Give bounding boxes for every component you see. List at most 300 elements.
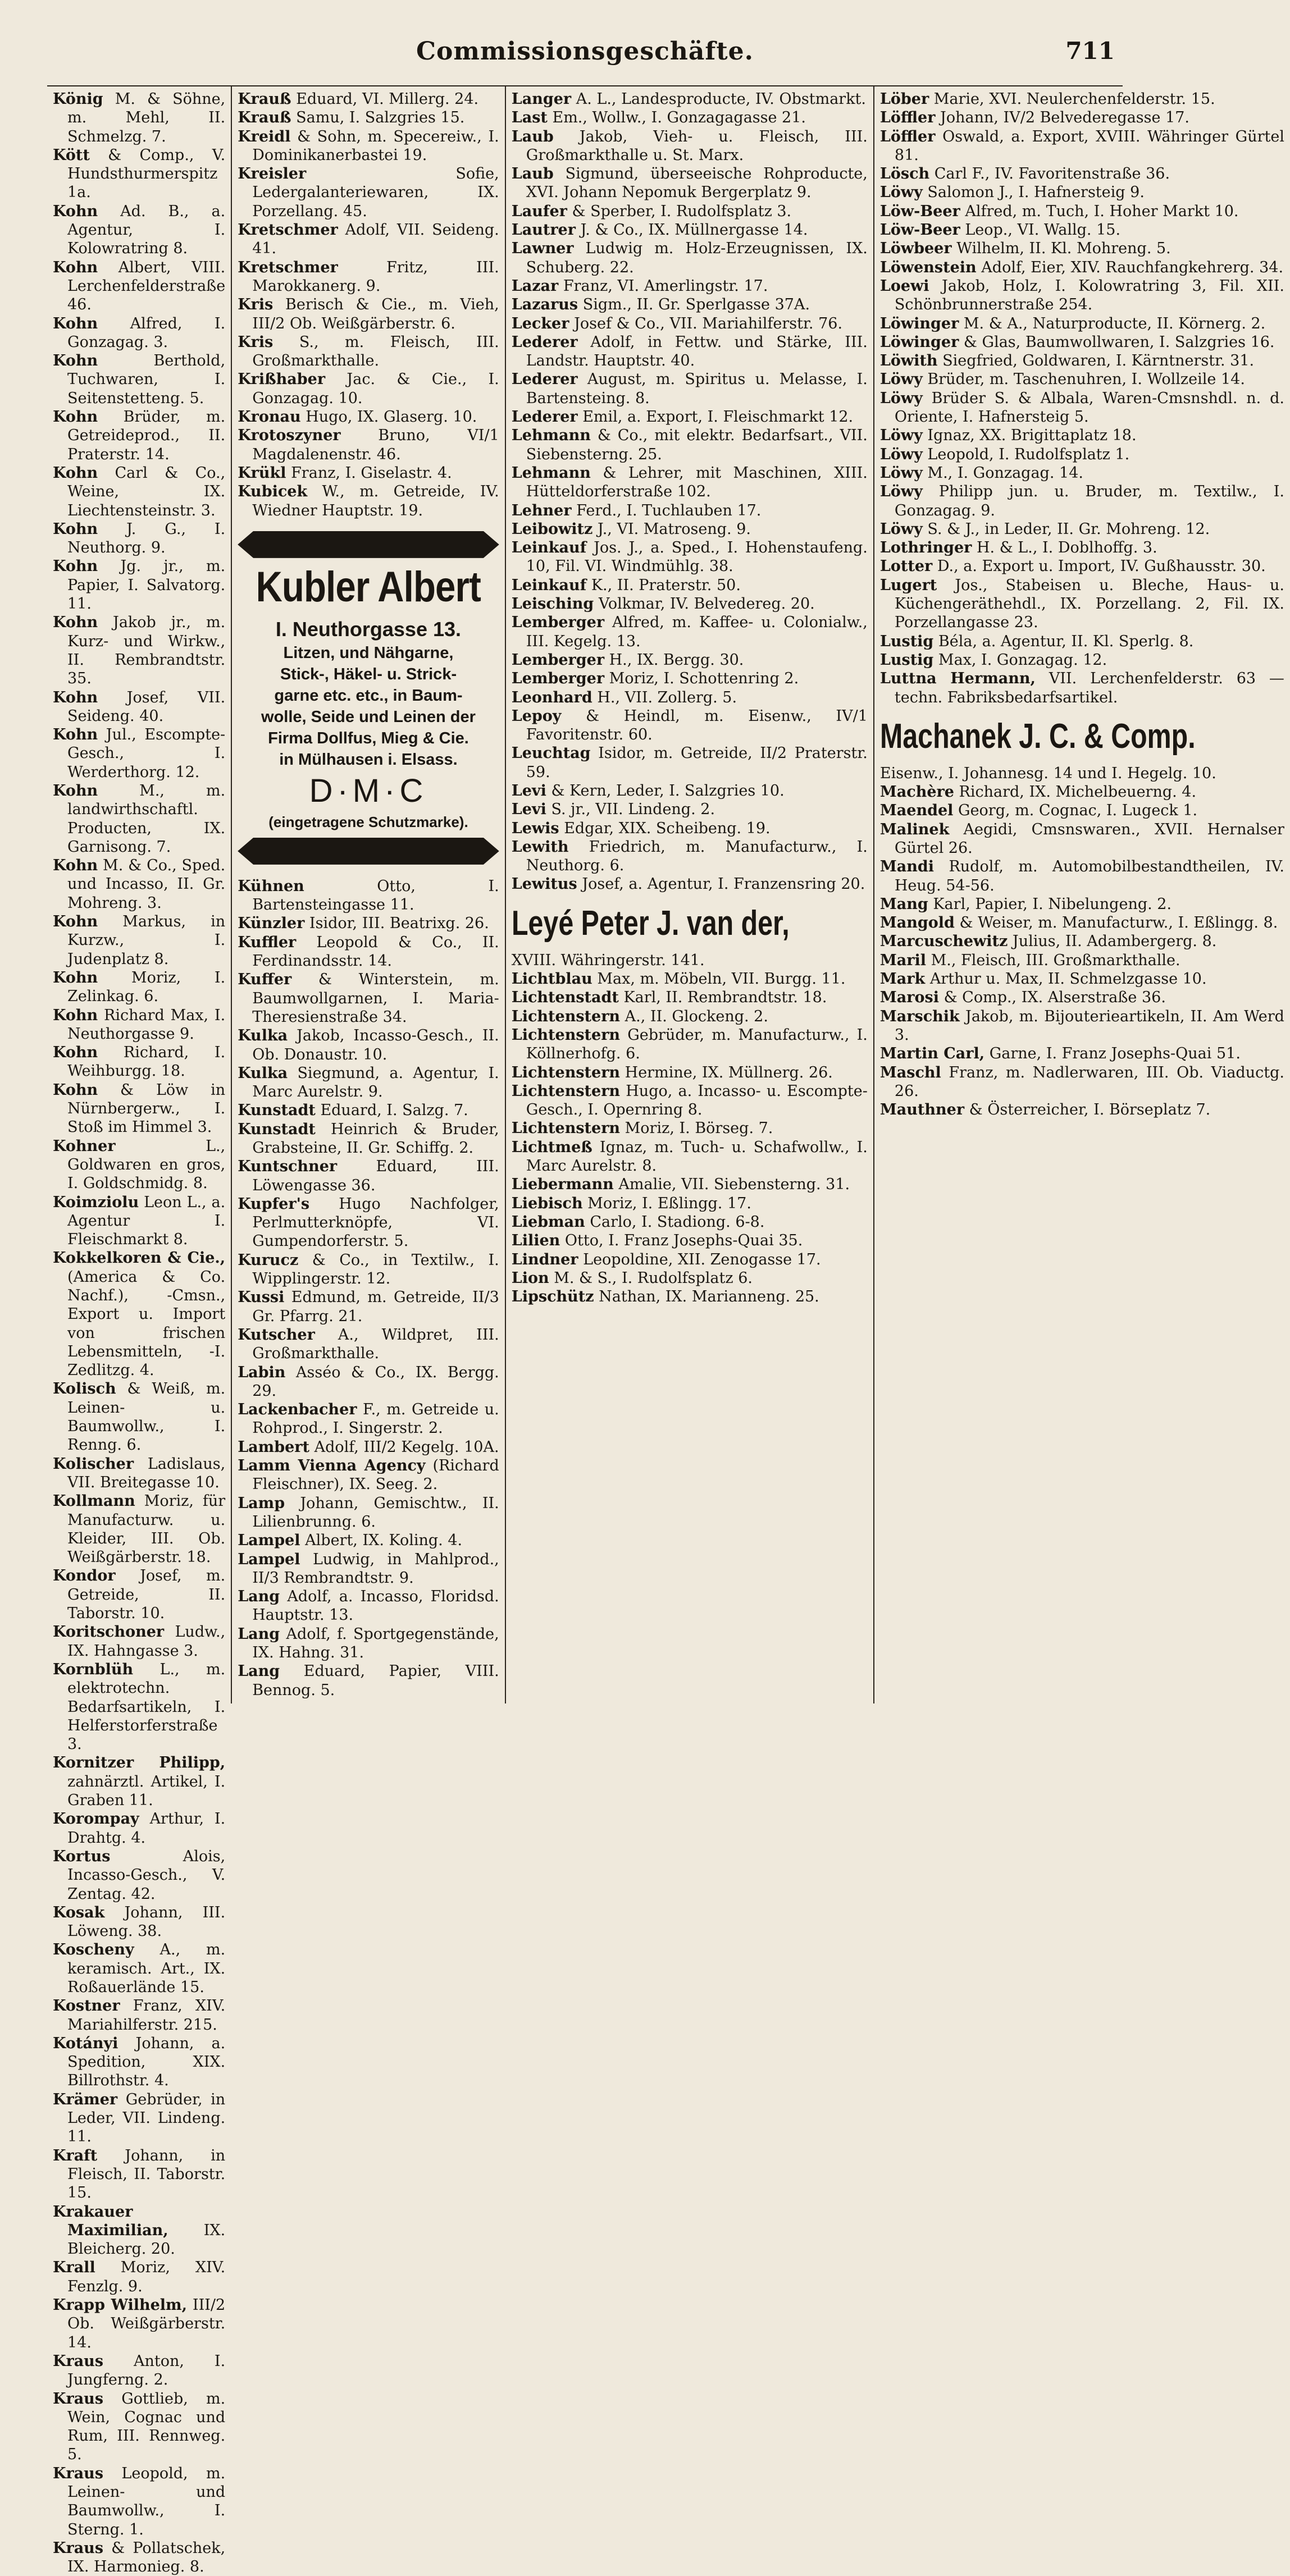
entry-name: Lamp [238, 1494, 285, 1512]
entry-name: Levi [511, 782, 546, 800]
directory-entry [512, 595, 868, 613]
directory-entry [238, 933, 499, 971]
directory-entry [880, 165, 1284, 183]
entry-details: Moriz, für Manufacturw. u. Kleider, III. Ob. Weißgärberstr. 18. [67, 1492, 226, 1566]
directory-entry [512, 838, 868, 875]
directory-entry [880, 108, 1284, 127]
directory-entry [880, 127, 1284, 165]
entry-name: Kohner [53, 1137, 116, 1155]
directory-entry [512, 988, 868, 1007]
directory-entry [512, 501, 868, 520]
ad-kubler-name: Kubler Albert [256, 563, 481, 611]
entry-details: Ferd., I. Tuchlauben 17. [576, 501, 762, 519]
entry-details: Fritz, III. Marokkanerg. 9. [252, 258, 499, 295]
entry-name: Liebman [511, 1213, 585, 1231]
entry-details: M., I. Gonzagag. 14. [927, 464, 1083, 482]
entry-name: Kussi [238, 1289, 285, 1307]
entry-details: Max, I. Gonzagag. 12. [938, 651, 1107, 669]
entry-details: & Lehrer, mit Maschinen, XIII. Hütteldorferstraße 102. [526, 464, 868, 501]
entry-name: Künzler [238, 915, 305, 933]
directory-entry [512, 538, 868, 576]
entry-name: Leisching [511, 595, 594, 613]
entry-name: Kuffer [238, 971, 292, 989]
entry-name: Kohn [53, 258, 98, 276]
entry-name: Kunstadt [238, 1120, 316, 1138]
entry-details: Jg. jr., m. Papier, I. Salvatorg. 11. [67, 558, 226, 613]
directory-entry [880, 333, 1284, 351]
directory-entry [880, 183, 1284, 202]
directory-entry [512, 239, 868, 277]
column-2 [232, 86, 506, 1703]
entry-details: Samu, I. Salzgries 15. [296, 109, 465, 127]
entry-details: Gebrüder, in Leder, VII. Lindeng. 11. [67, 2090, 226, 2146]
entry-details: J. & Co., IX. Müllnergasse 14. [580, 221, 808, 239]
directory-entry [53, 2539, 225, 2576]
entry-details: & Weiser, m. Manufacturw., I. Eßlingg. 8. [959, 914, 1278, 932]
entry-name: Kuntschner [238, 1158, 338, 1176]
entry-details: Carl F., IV. Favoritenstraße 36. [934, 165, 1170, 183]
directory-entry [238, 1625, 499, 1662]
entry-name: Kohn [53, 408, 98, 426]
entry-details: H., IX. Bergg. 30. [609, 651, 744, 669]
entry-name: Kortus [53, 1847, 111, 1865]
entry-name: Lampel [238, 1532, 300, 1550]
directory-entry [53, 202, 225, 258]
directory-entry [238, 1363, 499, 1401]
ad-bottom-bar [238, 838, 499, 865]
directory-entry [53, 1081, 225, 1137]
directory-entry [512, 520, 868, 538]
entry-name: Lambert [238, 1438, 309, 1456]
entry-details: & Co., in Textilw., I. Wipplingerstr. 12. [252, 1251, 499, 1288]
entry-details: Josef & Co., VII. Mariahilferstr. 76. [574, 314, 843, 332]
entry-name: Löwy [879, 464, 923, 482]
entry-name: Löw-Beer [879, 221, 960, 239]
entry-details: Josef, VII. Seideng. 40. [67, 688, 226, 725]
ad-kubler-line: wolle, Seide und Leinen der [261, 707, 476, 726]
directory-entry [512, 90, 868, 108]
entry-name: Kohn [53, 1044, 98, 1062]
directory-entry [238, 970, 499, 1026]
entry-name: Lichtblau [511, 970, 592, 988]
directory-entry [238, 1494, 499, 1532]
entry-details: Isidor, III. Beatrixg. 26. [309, 915, 489, 933]
directory-entry [238, 1326, 499, 1363]
directory-entry [880, 538, 1284, 557]
entry-name: Löwy [879, 389, 923, 407]
page-number: 711 [1065, 37, 1115, 65]
entry-name: Kohn [53, 857, 98, 875]
entry-name: Labin [238, 1363, 286, 1381]
entry-details: Emil, a. Export, I. Fleischmarkt 12. [582, 408, 854, 426]
entry-details: Wilhelm, II. Kl. Mohreng. 5. [956, 240, 1171, 258]
entry-details: H. & L., I. Doblhoffg. 3. [976, 539, 1157, 557]
entry-details: Richard, IX. Michelbeuerng. 4. [959, 783, 1197, 801]
entry-name: Korompay [53, 1810, 139, 1828]
directory-entry [53, 90, 225, 146]
entry-name: Lichtmeß [511, 1138, 592, 1156]
directory-entry [880, 914, 1284, 932]
directory-entry [512, 819, 868, 838]
directory-entry [53, 520, 225, 558]
directory-entry [512, 782, 868, 800]
entry-details: S. & J., in Leder, II. Gr. Mohreng. 12. [927, 520, 1210, 538]
directory-entry [238, 877, 499, 915]
directory-entry [880, 221, 1284, 239]
directory-entry [880, 370, 1284, 389]
entry-name: Kohn [53, 520, 98, 538]
directory-entry [53, 408, 225, 464]
directory-entry [512, 1250, 868, 1269]
entry-details: Amalie, VII. Siebensterng. 31. [618, 1176, 850, 1194]
entry-name: Kurucz [238, 1251, 299, 1269]
entry-details: Richard, I. Weihburgg. 18. [67, 1044, 226, 1080]
entry-name: Kotányi [53, 2034, 118, 2052]
entry-name: Kraus [53, 2352, 104, 2370]
directory-entry [238, 295, 499, 333]
entry-details: Carl & Co., Weine, IX. Liechtensteinstr. 3. [67, 464, 226, 519]
entry-details: M. & S., I. Rudolfsplatz 6. [554, 1269, 753, 1287]
entry-name: Koimziolu [53, 1193, 139, 1211]
directory-entry [238, 408, 499, 426]
directory-entry [238, 1157, 499, 1195]
entry-name: Leinkauf [511, 539, 587, 557]
entry-details: Edmund, m. Getreide, II/3 Gr. Pfarrg. 21. [252, 1289, 499, 1325]
entry-details: M. & Söhne, m. Mehl, II. Schmelzg. 7. [67, 90, 226, 145]
entry-name: Lewith [511, 838, 569, 856]
entry-name: Lewitus [511, 875, 577, 893]
entry-name: Lazar [511, 277, 559, 295]
entry-name: Kupfer's [238, 1195, 310, 1213]
entry-details: Rudolf, m. Automobilbestandtheilen, IV. Heug. 54-56. [894, 858, 1284, 894]
entry-name: Kolisch [53, 1380, 116, 1398]
ad-leye-peter: Leyé Peter J. van der, [511, 903, 790, 943]
entry-name: Kraus [53, 2464, 104, 2482]
entry-name: Lederer [511, 408, 578, 426]
entry-details: Alfred, m. Kaffee- u. Colonialw., III. Kegelg. 13. [526, 614, 868, 650]
entry-details: Carlo, I. Stadiong. 6-8. [590, 1213, 765, 1231]
entry-name: Lichtenstern [511, 1120, 621, 1138]
entry-name: Maril [879, 951, 927, 969]
entry-details: Eduard, Papier, VIII. Bennog. 5. [252, 1662, 499, 1699]
directory-entry [880, 426, 1284, 445]
entry-name: Lösch [879, 165, 930, 183]
directory-entry [512, 108, 868, 127]
directory-entry [512, 464, 868, 501]
directory-entry [53, 1043, 225, 1081]
entry-details: & Sperber, I. Rudolfsplatz 3. [572, 202, 792, 220]
entry-name: Last [511, 109, 548, 127]
page-header [47, 34, 1123, 85]
entry-name: Lothringer [879, 539, 972, 557]
directory-entry [53, 557, 225, 613]
entry-details: Richard Max, I. Neuthorgasse 9. [67, 1006, 226, 1043]
entry-details: Hugo, IX. Glaserg. 10. [306, 408, 477, 426]
entry-name: Kutscher [238, 1326, 315, 1344]
entry-name: Lang [238, 1588, 280, 1606]
entry-details: F., m. Getreide u. Rohprod., I. Singerstr. 2. [252, 1401, 499, 1437]
directory-entry [512, 875, 868, 893]
entry-details: Bruno, VI/1 Magdalenenstr. 46. [252, 427, 499, 463]
ad-kubler-line: Litzen, und Nähgarne, [283, 643, 454, 662]
directory-entry [53, 2090, 225, 2146]
directory-entry [53, 613, 225, 688]
entry-name: Marschik [879, 1007, 960, 1025]
directory-entry [512, 744, 868, 782]
entry-name: Löwenstein [879, 258, 977, 276]
entry-details: Adolf, Eier, XIV. Rauchfangkehrerg. 34. [981, 258, 1284, 276]
entry-name: Kreisler [238, 165, 307, 183]
directory-entry [512, 651, 868, 669]
directory-entry [53, 1997, 225, 2034]
entry-details: Brüder, m. Getreideprod., II. Praterstr. 14. [67, 408, 226, 463]
entry-details: & Glas, Baumwollwaren, I. Salzgries 16. [963, 333, 1275, 351]
directory-entry [238, 482, 499, 520]
directory-entry [53, 2203, 225, 2259]
entry-details: Leopold & Co., II. Ferdinandsstr. 14. [252, 933, 499, 970]
directory-entry [53, 1137, 225, 1193]
ad-kubler-line: Stick-, Häkel- u. Strick- [280, 665, 457, 683]
entry-details: Leopoldine, XII. Zenogasse 17. [583, 1250, 821, 1268]
entry-details: Jakob jr., m. Kurz- und Wirkw., II. Rembrandtstr. 35. [67, 614, 226, 688]
entry-name: Lichtenstern [511, 1007, 621, 1025]
entry-details: Jos., Stabeisen u. Bleche, Haus- u. Küchengeräthehdl., IX. Porzellang. 2, Fil. IX. Porzellangasse 23. [894, 576, 1284, 632]
entry-details: Oswald, a. Export, XVIII. Währinger Gürtel 81. [894, 127, 1284, 164]
entry-details: M., Fleisch, III. Großmarkthalle. [931, 951, 1180, 969]
ad-kubler-line: in Mülhausen i. Elsass. [279, 750, 458, 769]
directory-entry [512, 951, 868, 970]
entry-details: Karl, II. Rembrandtstr. 18. [623, 989, 827, 1007]
directory-entry [512, 1063, 868, 1082]
entry-details: Sofie, Ledergalanteriewaren, IX. Porzellang. 45. [252, 165, 499, 220]
directory-entry [880, 576, 1284, 632]
entry-name: Lustig [879, 651, 934, 669]
entry-details: Adolf, f. Sportgegenstände, IX. Hahng. 31. [252, 1625, 499, 1661]
directory-entry [880, 90, 1284, 108]
directory-entry [238, 1456, 499, 1494]
entry-details: Eduard, I. Salzg. 7. [320, 1102, 468, 1120]
entry-name: Kondor [53, 1567, 116, 1585]
entry-name: Luttna Hermann, [879, 670, 1036, 688]
entry-details: VII. Lerchenfelderstr. 63 — techn. Fabriksbedarfsartikel. [894, 670, 1284, 706]
directory-entry [512, 1213, 868, 1231]
entry-details: Franz, m. Nadlerwaren, III. Ob. Viaductg. 26. [894, 1063, 1284, 1100]
directory-entry [53, 1660, 225, 1753]
entry-details: Heinrich & Bruder, Grabsteine, II. Gr. Schiffg. 2. [252, 1120, 499, 1157]
entry-details: Moriz, XIV. Fenzlg. 9. [67, 2259, 226, 2295]
entry-details: Ignaz, XX. Brigittaplatz 18. [927, 427, 1137, 445]
entry-name: Leonhard [511, 688, 592, 706]
entry-details: Nathan, IX. Marianneng. 25. [599, 1288, 819, 1306]
entry-name: Kosak [53, 1903, 105, 1921]
directory-entry [880, 258, 1284, 277]
directory-entry [53, 314, 225, 352]
directory-entry [238, 221, 499, 258]
directory-entry [512, 1194, 868, 1213]
directory-entry [53, 2464, 225, 2539]
entry-details: M., m. landwirthschaftl. Producten, IX. Garnisong. 7. [67, 782, 226, 856]
entry-name: Lipschütz [511, 1288, 594, 1306]
entry-details: Garne, I. Franz Josephs-Quai 51. [989, 1045, 1241, 1063]
entry-name: Kohn [53, 688, 98, 706]
entry-details: III/2 Ob. Weißgärberstr. 14. [67, 2296, 226, 2351]
directory-entry [53, 2352, 225, 2390]
column-3 [506, 86, 874, 1703]
entry-name: Krall [53, 2259, 95, 2277]
entry-name: Lehmann [511, 427, 591, 445]
directory-columns [47, 85, 1284, 2576]
directory-entry [512, 1175, 868, 1194]
entry-name: Lehner [511, 501, 572, 519]
directory-entry [238, 90, 499, 108]
entry-details: J., VI. Matroseng. 9. [597, 520, 751, 538]
entry-details: Gebrüder, m. Manufacturw., I. Köllnerhofg. 6. [526, 1026, 868, 1063]
entry-name: Laub [511, 165, 554, 183]
directory-entry [880, 1063, 1284, 1101]
entry-details: Asséo & Co., IX. Bergg. 29. [252, 1363, 499, 1400]
directory-entry [53, 688, 225, 726]
entry-details: Anton, I. Jungferng. 2. [67, 2352, 226, 2389]
directory-entry [512, 1119, 868, 1138]
entry-details: & Comp., IX. Alserstraße 36. [943, 989, 1166, 1007]
directory-entry [512, 1269, 868, 1287]
entry-name: Löwy [879, 445, 923, 463]
directory-entry [238, 1400, 499, 1438]
directory-entry [238, 1195, 499, 1251]
entry-details: Berisch & Cie., m. Vieh, III/2 Ob. Weißgärberstr. 6. [252, 296, 499, 332]
entry-name: Kolischer [53, 1455, 134, 1473]
entry-details: Alfred, m. Tuch, I. Hoher Markt 10. [965, 202, 1239, 220]
entry-details: J. G., I. Neuthorg. 9. [67, 520, 226, 557]
entry-details: Ad. B., a. Agentur, I. Kolowratring 8. [67, 202, 226, 258]
directory-entry [880, 351, 1284, 370]
entry-name: Kreidl [238, 127, 291, 145]
directory-entry [238, 1288, 499, 1326]
entry-name: Mangold [879, 914, 955, 932]
entry-name: Kraus [53, 2539, 104, 2557]
directory-entry [880, 970, 1284, 988]
directory-entry [238, 1587, 499, 1625]
directory-entry [512, 576, 868, 595]
entry-name: Krauß [238, 109, 291, 127]
directory-entry [880, 1007, 1284, 1045]
entry-details: Moriz, I. Zelinkag. 6. [67, 969, 226, 1006]
directory-entry [53, 1810, 225, 1847]
entry-details: IX. Bleicherg. 20. [67, 2221, 226, 2258]
entry-name: Leibowitz [511, 520, 593, 538]
entry-name: Lederer [511, 333, 578, 351]
entry-name: Löber [879, 90, 929, 108]
directory-entry [880, 801, 1284, 820]
entry-details: A., Wildpret, III. Großmarkthalle. [252, 1326, 499, 1363]
entry-details: Max, m. Möbeln, VII. Burgg. 11. [597, 970, 846, 988]
directory-entry [53, 1006, 225, 1044]
directory-entry [53, 1249, 225, 1380]
entry-details: Eisenw., I. Johannesg. 14 und I. Hegelg. 10. [879, 764, 1216, 782]
entry-name: Marcuschewitz [879, 933, 1008, 951]
entry-details: Franz, VI. Amerlingstr. 17. [563, 277, 768, 295]
entry-name: Marosi [879, 989, 939, 1007]
directory-entry [512, 1082, 868, 1120]
entry-name: Kris [238, 333, 274, 351]
entry-name: Kollmann [53, 1492, 135, 1510]
entry-name: Loewi [879, 277, 929, 295]
entry-name: Löwy [879, 520, 923, 538]
entry-details: Jakob, Holz, I. Kolowratring 3, Fil. XII. Schönbrunnerstraße 254. [894, 277, 1284, 314]
entry-details: Moriz, I. Börseg. 7. [625, 1120, 773, 1138]
entry-details: Ladislaus, VII. Breitegasse 10. [67, 1455, 226, 1491]
entry-details: Johann, a. Spedition, XIX. Billrothstr. 4. [67, 2034, 226, 2090]
entry-name: Kraus [53, 2390, 104, 2408]
directory-entry [53, 969, 225, 1006]
entry-details: August, m. Spiritus u. Melasse, I. Bartensteing. 8. [526, 371, 868, 407]
page-title: Commissionsgeschäfte. [416, 37, 754, 66]
entry-name: Lederer [511, 371, 578, 389]
entry-name: Löw-Beer [879, 202, 960, 220]
entry-details: Moriz, I. Schottenring 2. [609, 670, 799, 688]
entry-name: Löffler [879, 127, 936, 145]
directory-entry [880, 445, 1284, 464]
entry-name: Kühnen [238, 877, 304, 895]
entry-name: Krakauer Maximilian, [53, 2203, 168, 2239]
entry-name: Lindner [511, 1250, 578, 1268]
directory-entry [53, 1940, 225, 1997]
entry-name: Maendel [879, 802, 954, 820]
directory-entry [880, 932, 1284, 951]
ad-kubler-line: Firma Dollfus, Mieg & Cie. [268, 729, 469, 747]
entry-details: (America & Co. Nachf.), -Cmsn., Export u. Import von frischen Lebensmitteln, -I. Zedlitzg. 4. [67, 1268, 226, 1380]
entry-name: Lang [238, 1662, 280, 1680]
directory-entry [238, 1064, 499, 1102]
entry-name: König [53, 90, 103, 108]
entry-details: Johann, in Fleisch, II. Taborstr. 15. [67, 2146, 226, 2202]
directory-entry [53, 2258, 225, 2296]
entry-details: Johann, III. Löweng. 38. [67, 1903, 226, 1940]
entry-details: A., m. keramisch. Art., IX. Roßauerlände 15. [67, 1941, 226, 1996]
entry-name: Lichtenstern [511, 1026, 621, 1044]
column-1 [47, 86, 232, 2576]
entry-name: Leinkauf [511, 576, 587, 594]
directory-entry [53, 725, 225, 782]
column-4 [874, 86, 1290, 1703]
entry-details: Arthur u. Max, II. Schmelzgasse 10. [929, 970, 1207, 988]
directory-entry [53, 1566, 225, 1623]
directory-entry [53, 1623, 225, 1660]
entry-name: Kohn [53, 726, 98, 744]
entry-details: Philipp jun. u. Bruder, m. Textilw., I. Gonzagag. 9. [894, 483, 1284, 519]
entry-name: Kohn [53, 202, 98, 220]
entry-details: Hermine, IX. Müllnerg. 26. [625, 1063, 833, 1081]
entry-name: Langer [511, 90, 572, 108]
directory-entry [238, 1531, 499, 1550]
entry-details: Leopold, I. Rudolfsplatz 1. [927, 445, 1130, 463]
entry-name: Lotter [879, 558, 933, 576]
entry-name: Kornitzer Philipp, [53, 1754, 226, 1772]
entry-details: Volkmar, IV. Belvedereg. 20. [598, 595, 815, 613]
entry-details: Albert, IX. Koling. 4. [305, 1532, 463, 1550]
directory-entry [880, 1100, 1284, 1119]
entry-name: Kohn [53, 352, 98, 370]
entry-details: Ludwig m. Holz-Erzeugnissen, IX. Schuberg. 22. [526, 240, 868, 276]
directory-entry [512, 202, 868, 221]
directory-entry [880, 314, 1284, 333]
entry-details: Béla, a. Agentur, II. Kl. Sperlg. 8. [938, 632, 1194, 650]
entry-name: Laub [511, 127, 554, 145]
directory-entry [880, 857, 1284, 895]
entry-details: Otto, I. Bartensteingasse 11. [252, 877, 499, 914]
directory-entry [53, 912, 225, 969]
entry-details: Otto, I. Franz Josephs-Quai 35. [564, 1232, 803, 1250]
